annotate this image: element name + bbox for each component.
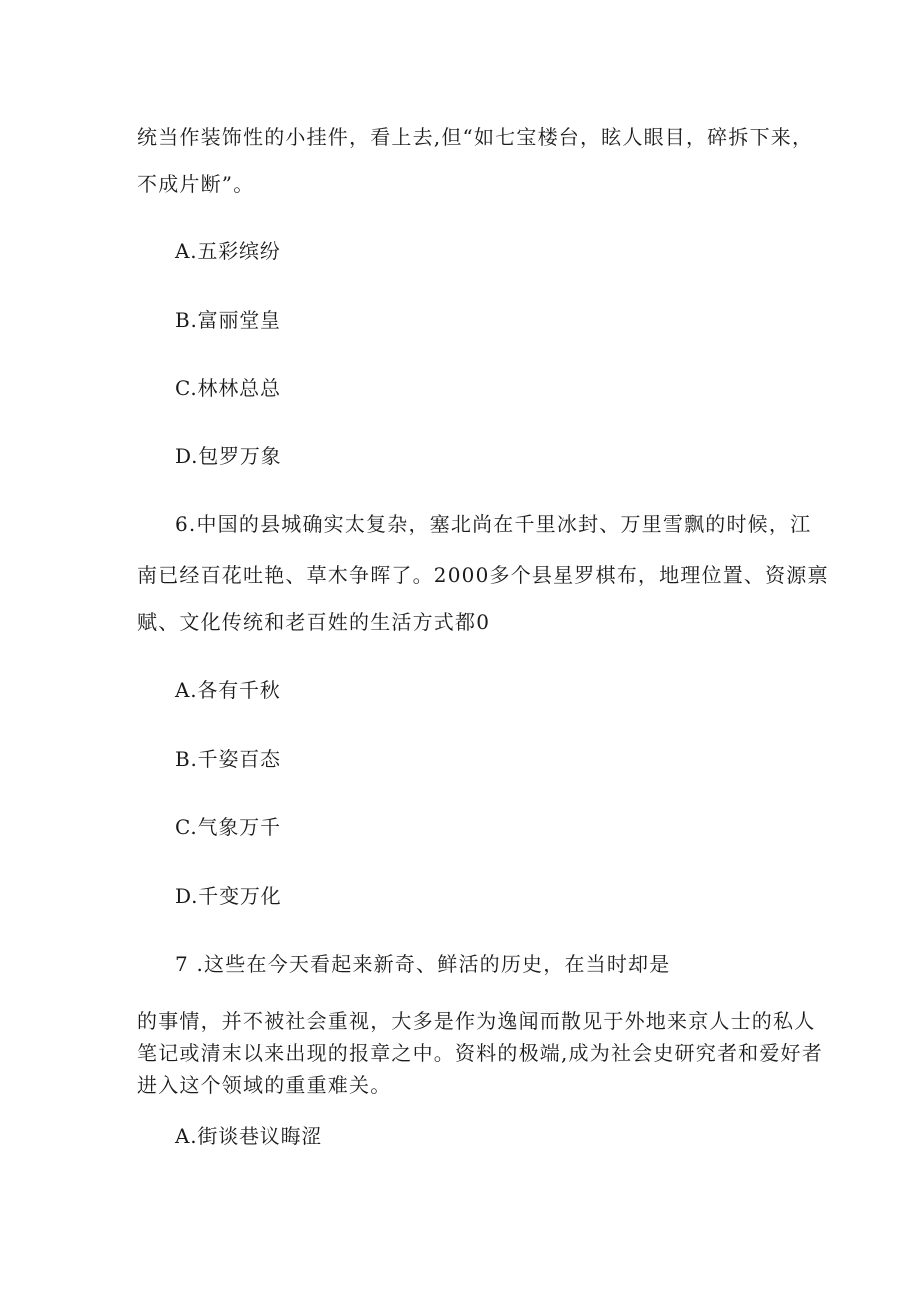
q5-option-b: B.富丽堂皇 — [175, 308, 281, 332]
q5-option-a: A.五彩缤纷 — [175, 239, 281, 263]
q7-stem-line-3: 笔记或清末以来出现的报章之中。资料的极端,成为社会史研究者和爱好者 — [137, 1041, 823, 1065]
q6-option-c: C.气象万千 — [175, 815, 281, 839]
q5-stem-line-1: 统当作装饰性的小挂件，看上去,但“如七宝楼台，眩人眼目，碎拆下来， — [137, 125, 814, 149]
q5-option-d: D.包罗万象 — [175, 444, 282, 468]
q7-stem-line-4: 进入这个领域的重重难关。 — [137, 1073, 392, 1097]
q6-stem-line-2: 南已经百花吐艳、草木争晖了。2000多个县星罗棋布，地理位置、资源禀 — [137, 563, 829, 587]
q5-option-c: C.林林总总 — [175, 376, 281, 400]
q6-option-a: A.各有千秋 — [175, 678, 281, 702]
q6-option-b: B.千姿百态 — [175, 747, 281, 771]
q7-stem-line-2: 的事情，并不被社会重视，大多是作为逸闻而散见于外地来京人士的私人 — [137, 1009, 816, 1033]
q5-stem-line-2: 不成片断”。 — [137, 172, 255, 196]
q7-stem-line-1: 7 .这些在今天看起来新奇、鲜活的历史，在当时却是 — [175, 952, 671, 976]
q6-stem-line-3: 赋、文化传统和老百姓的生活方式都0 — [137, 610, 491, 634]
q7-option-a: A.街谈巷议晦涩 — [175, 1124, 323, 1148]
q6-stem-line-1: 6.中国的县城确实太复杂，塞北尚在千里冰封、万里雪飘的时候，江 — [175, 512, 812, 536]
q6-option-d: D.千变万化 — [175, 884, 282, 908]
